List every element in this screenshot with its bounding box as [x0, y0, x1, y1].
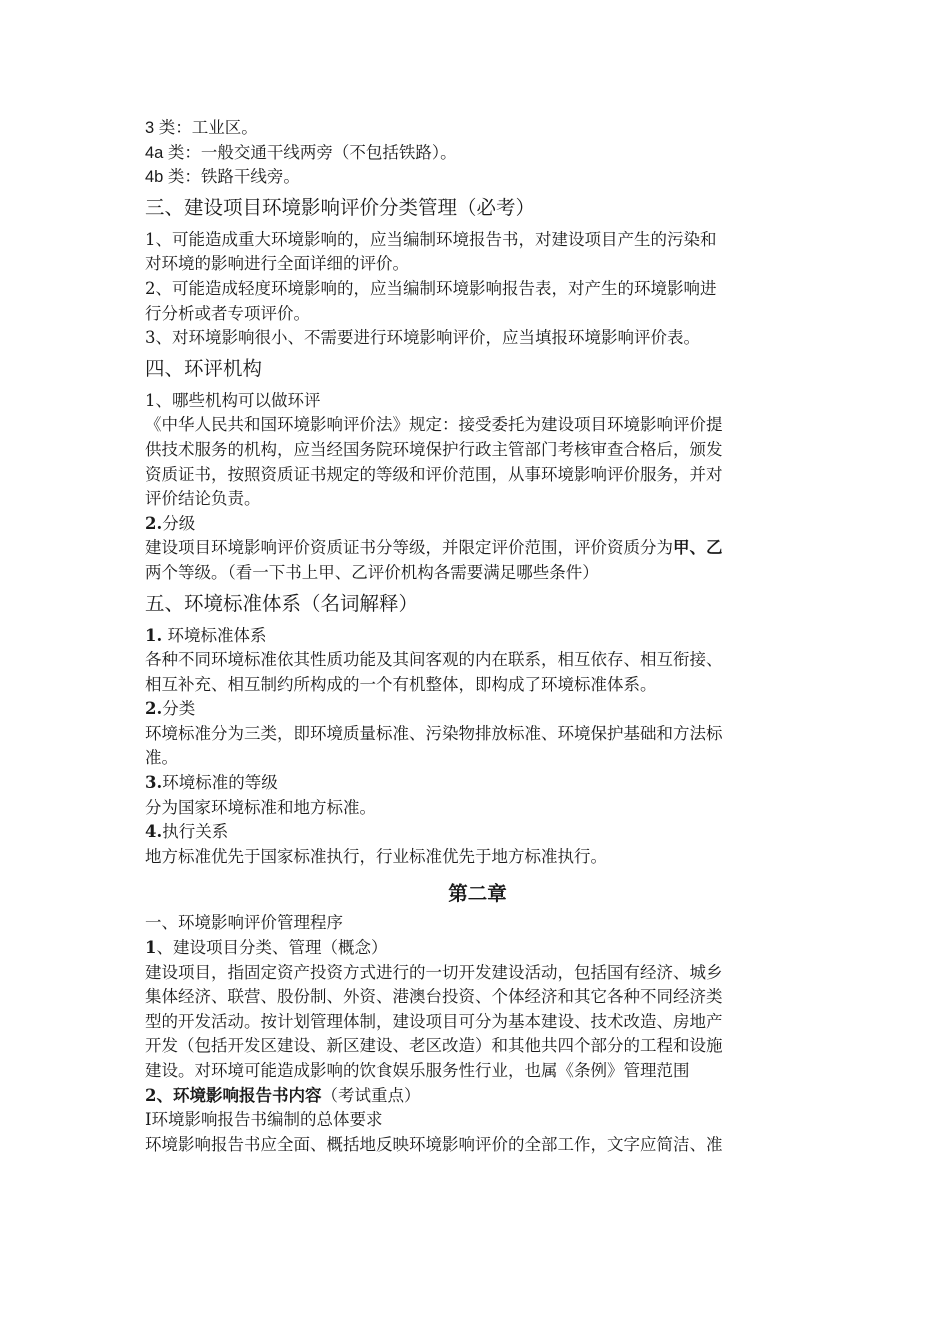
text-line [145, 463, 810, 488]
text-span: 2. [145, 699, 163, 719]
text-line [145, 1133, 810, 1158]
text-span: 4a 类：一般交通干线两旁（不包括铁路）。 [145, 143, 457, 162]
text-line [145, 1108, 810, 1133]
text-line [145, 722, 810, 747]
text-span: 建设。对环境可能造成影响的饮食娱乐服务性行业，也属《条例》管理范围 [145, 1061, 690, 1080]
text-span: （考试重点） [321, 1085, 421, 1105]
text-span: 集体经济、联营、股份制、外资、港澳台投资、个体经济和其它各种不同经济类 [145, 987, 723, 1007]
text-span: 分级 [162, 513, 196, 533]
text-span: 四、环评机构 [145, 356, 263, 380]
text-line [145, 936, 810, 961]
text-span: 1、可能造成重大环境影响的，应当编制环境报告书，对建设项目产生的污染和 [145, 229, 717, 249]
text-line [145, 771, 810, 796]
text-span: 一、环境影响评价管理程序 [145, 913, 343, 933]
text-line [145, 796, 810, 821]
text-span: 准。 [145, 748, 178, 768]
text-line [145, 302, 810, 327]
text-span: 4. [145, 822, 163, 842]
section-heading [145, 355, 810, 383]
text-line [145, 648, 810, 673]
text-span: 环境标准分为三类，即环境质量标准、污染物排放标准、环境保护基础和方法标 [145, 723, 723, 743]
text-line [145, 438, 810, 463]
text-line [145, 961, 810, 986]
text-line [145, 228, 810, 253]
text-span: 1. [145, 625, 163, 645]
text-span: 3、对环境影响很小、不需要进行环境影响评价，应当填报环境影响评价表。 [145, 328, 700, 348]
text-span: 评价结论负责。 [145, 489, 261, 509]
text-span: 2. [145, 513, 163, 533]
text-line [145, 116, 810, 141]
text-span: 建设项目环境影响评价资质证书分等级，并限定评价范围，评价资质分为 [145, 538, 673, 558]
text-span: 相互补充、相互制约所构成的一个有机整体，即构成了环境标准体系。 [145, 674, 657, 694]
text-span: 3 类：工业区。 [145, 119, 258, 137]
text-span: 两个等级。（看一下书上甲、乙评价机构各需要满足哪些条件） [145, 562, 599, 582]
text-line [145, 413, 810, 438]
text-span: 1 [145, 938, 157, 958]
text-span: 1、哪些机构可以做环评 [145, 390, 321, 410]
text-line [145, 911, 810, 936]
text-span: 环境标准的等级 [162, 773, 278, 793]
text-span: 各种不同环境标准依其性质功能及其间客观的内在联系，相互依存、相互衔接、 [145, 650, 723, 670]
text-line [145, 673, 810, 698]
text-line [145, 536, 810, 561]
text-span: 行分析或者专项评价。 [145, 303, 310, 323]
text-line [145, 1084, 810, 1109]
text-span: 2、可能造成轻度环境影响的，应当编制环境影响报告表，对产生的环境影响进 [145, 278, 717, 298]
text-line [145, 985, 810, 1010]
text-span: Ⅰ环境影响报告书编制的总体要求 [145, 1110, 383, 1130]
text-span: 3. [145, 773, 163, 793]
text-line [145, 1059, 810, 1084]
text-line [145, 561, 810, 586]
text-span: 开发（包括开发区建设、新区建设、老区改造）和其他共四个部分的工程和设施 [145, 1036, 723, 1056]
text-span: 第二章 [448, 882, 507, 906]
text-span: 分为国家环境标准和地方标准。 [145, 797, 376, 817]
text-span: 地方标准优先于国家标准执行，行业标准优先于地方标准执行。 [145, 846, 607, 866]
text-span: 三、建设项目环境影响评价分类管理（必考） [145, 195, 536, 219]
text-line [145, 326, 810, 351]
text-line [145, 697, 810, 722]
text-line [145, 845, 810, 870]
text-line [145, 624, 810, 649]
section-heading [145, 590, 810, 618]
text-span: 分类 [162, 699, 196, 719]
text-line [145, 165, 810, 190]
document-page [145, 116, 810, 1157]
text-span: 型的开发活动。按计划管理体制，建设项目可分为基本建设、技术改造、房地产 [145, 1011, 723, 1031]
text-line [145, 746, 810, 771]
text-span: 执行关系 [162, 822, 229, 842]
text-span: 《中华人民共和国环境影响评价法》规定：接受委托为建设项目环境影响评价提 [145, 415, 723, 435]
text-line [145, 141, 810, 166]
text-span: 环境影响报告书应全面、概括地反映环境影响评价的全部工作，文字应简洁、准 [145, 1134, 723, 1154]
text-span: 供技术服务的机构，应当经国务院环境保护行政主管部门考核审查合格后，颁发 [145, 439, 723, 459]
text-span: 2、环境影响报告书内容 [145, 1085, 322, 1105]
text-line [145, 277, 810, 302]
text-span: 环境标准体系 [162, 625, 267, 645]
text-line [145, 252, 810, 277]
chapter-title [145, 879, 810, 909]
text-span: 、建设项目分类、管理（概念） [156, 938, 388, 958]
text-line [145, 389, 810, 414]
text-span: 五、环境标准体系（名词解释） [145, 591, 419, 615]
text-line [145, 1010, 810, 1035]
text-line [145, 820, 810, 845]
text-span: 甲、乙 [673, 538, 723, 558]
section-heading [145, 194, 810, 222]
text-line [145, 487, 810, 512]
text-line [145, 1034, 810, 1059]
text-span: 资质证书，按照资质证书规定的等级和评价范围，从事环境影响评价服务，并对 [145, 464, 723, 484]
text-line [145, 512, 810, 537]
text-span: 对环境的影响进行全面详细的评价。 [145, 254, 409, 274]
text-span: 4b 类：铁路干线旁。 [145, 168, 300, 187]
text-span: 建设项目，指固定资产投资方式进行的一切开发建设活动，包括国有经济、城乡 [145, 962, 723, 982]
